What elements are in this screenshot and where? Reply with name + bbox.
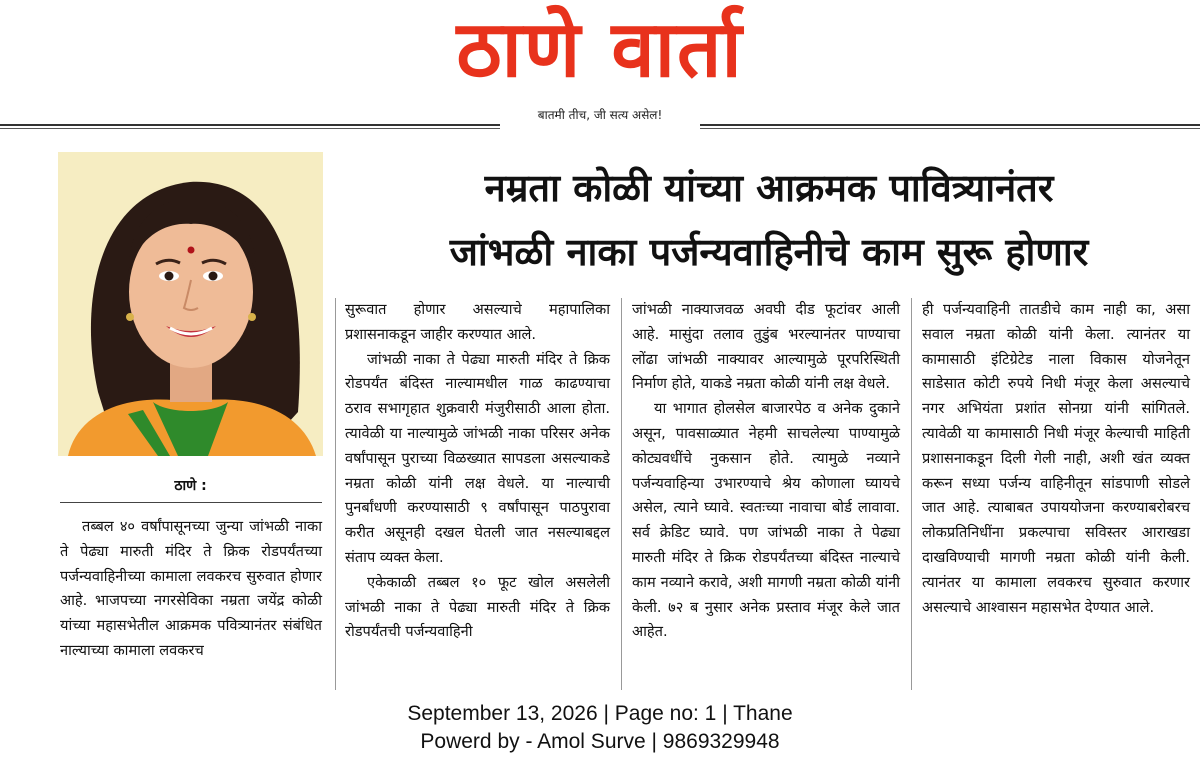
article-paragraph: तब्बल ४० वर्षांपासूनच्या जुन्या जांभळी नाका ते पेढ्या मारुती मंदिर ते क्रिक रोडपर्यंतच्या पर्जन्यवाहिनीच्या कामाला लवकरच सुरुवात होणार आहे. भाजपच्या नगरसेविका नम्रता जयेंद्र कोळी यांच्या महासभेतील आक्रमक पवित्र्यानंतर संबंधित नाल्याच्या कामाला लवकरच	[60, 518, 322, 659]
masthead-rule-right	[700, 124, 1200, 126]
article-column-2	[345, 298, 610, 645]
headline-line-2: जांभळी नाका पर्जन्यवाहिनीचे काम सुरू होणार	[449, 230, 1089, 274]
footer-credit-line: Powerd by - Amol Surve | 9869329948	[420, 730, 780, 753]
article-column-3	[632, 298, 900, 645]
article-paragraph: या भागात होलसेल बाजारपेठ व अनेक दुकाने असून, पावसाळ्यात नेहमी साचलेल्या पाण्यामुळे कोट्यवधींचे नुकसान होते. त्यामुळे नव्याने पर्जन्यवाहिन्या उभारण्याचे श्रेय कोणाला घ्यायचे असेल, त्याने घ्यावे. स्वतःच्या नावाचा बोर्ड लावावा. सर्व क्रेडिट घ्यावे. पण जांभळी नाका ते पेढ्या मारुती मंदिर ते क्रिक रोडपर्यंतच्या बंदिस्त नाल्याचे काम नव्याने करावे, अशी मागणी नम्रता कोळी यांनी केली. ७२ ब नुसार अनेक प्रस्ताव मंजूर केले जात आहेत.	[632, 400, 900, 641]
headline-line-1: नम्रता कोळी यांच्या आक्रमक पावित्र्यानंतर	[484, 166, 1054, 210]
article-column-4	[922, 298, 1190, 620]
masthead-tagline: बातमी तीच, जी सत्य असेल!	[537, 108, 663, 122]
article-paragraph: ही पर्जन्यवाहिनी तातडीचे काम नाही का, असा सवाल नम्रता कोळी यांनी केला. त्यानंतर या कामासाठी इंटिग्रेटेड नाला विकास योजनेतून साडेसात कोटी रुपये निधी मंजूर केला असल्याचे नगर अभियंता प्रशांत सोनग्रा यांनी सांगितले. त्यावेळी या कामासाठी निधी मंजूर केल्याची माहिती प्रशासनाकडून दिली गेली नाही, अशी खंत व्यक्त करून सध्या पर्जन्य वाहिनीतून सांडपाणी सोडले जात आहे. त्याबाबत उपाययोजना करण्याबरोबरच लोकप्रतिनिधींना प्रकल्पाचा सविस्तर आराखडा दाखविण्याची मागणी नम्रता कोळी यांनी केली. त्यानंतर या कामाला लवकरच सुरुवात करणार असल्याचे आश्वासन महासभेत देण्यात आले.	[922, 301, 1190, 616]
masthead	[0, 0, 1200, 128]
dateline: ठाणे :	[174, 478, 207, 494]
masthead-rule-left-thin	[0, 128, 500, 129]
masthead-title: ठाणे वार्ता	[456, 5, 744, 95]
article-paragraph: जांभळी नाका ते पेढ्या मारुती मंदिर ते क्रिक रोडपर्यंत बंदिस्त नाल्यामधील गाळ काढण्याचा ठराव सभागृहात शुक्रवारी मंजुरीसाठी आला होता. त्यावेळी या नाल्यामुळे जांभळी नाका परिसर अनेक वर्षांपासून पुराच्या विळख्यात सापडला असल्याकडे नम्रता कोळी यांनी लक्ष वेधले. या नाल्याची पुनर्बांधणी करण्यासाठी ९ वर्षांपासून पाठपुरावा करीत असूनही दखल घेतली जात नसल्याबद्दल संताप व्यक्त केला.	[345, 350, 610, 566]
dateline-rule	[60, 502, 322, 503]
footer-edition-line: September 13, 2026 | Page no: 1 | Thane	[407, 702, 793, 725]
portrait-photo	[58, 152, 323, 456]
column-divider	[911, 298, 912, 690]
article-paragraph: सुरूवात होणार असल्याचे महापालिका प्रशासनाकडून जाहीर करण्यात आले.	[345, 301, 610, 343]
masthead-rule-right-thin	[700, 128, 1200, 129]
column-divider	[335, 298, 336, 690]
article-paragraph: जांभळी नाक्याजवळ अवघी दीड फूटांवर आली आहे. मासुंदा तलाव तुडुंब भरल्यानंतर पाण्याचा लोंढा जांभळी नाक्यावर आल्यामुळे पूरपरिस्थिती निर्माण होते, याकडे नम्रता कोळी यांनी लक्ष वेधले.	[632, 301, 900, 393]
article-paragraph: एकेकाळी तब्बल १० फूट खोल असलेली जांभळी नाका ते पेढ्या मारुती मंदिर ते क्रिक रोडपर्यंतची पर्जन्यवाहिनी	[345, 573, 610, 641]
headline	[338, 160, 1200, 280]
masthead-rule-left	[0, 124, 500, 126]
column-divider	[621, 298, 622, 690]
article-column-1	[60, 515, 322, 664]
portrait-illustration	[58, 152, 323, 456]
